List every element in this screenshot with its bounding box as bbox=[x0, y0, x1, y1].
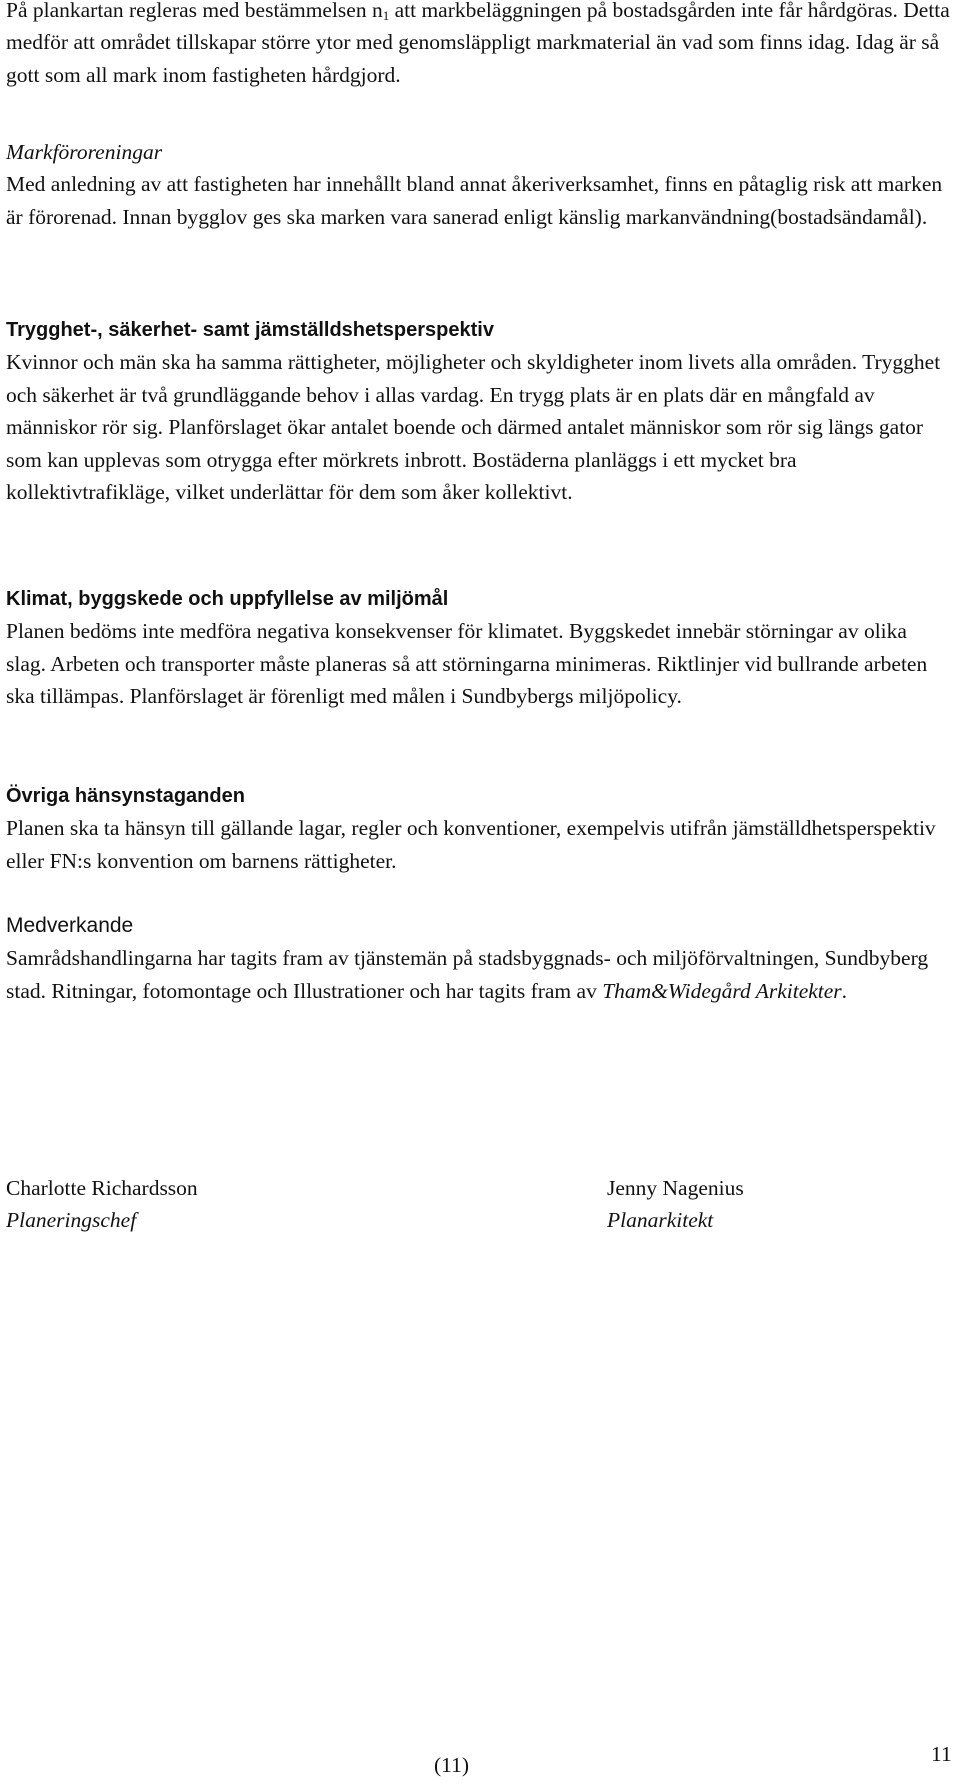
markfororeningar-body: Med anledning av att fastigheten har innehållt bland annat åkeriverksamhet, finns en påtaglig risk att marken är förorenad. Innan bygglov ges ska marken vara sanerad enligt känslig markanvändning(bostadsändamål). bbox=[6, 172, 943, 229]
intro-paragraph: På plankartan regleras med bestämmelsen $n_1$ att markbeläggningen på bostadsgården inte får hårdgöras. Detta medför att området tillskapar större ytor med genomsläppligt markmaterial än vad som finns idag. Idag är så gott som all mark inom fastigheten hårdgjord. bbox=[6, 0, 950, 87]
signature-role: Planeringschef bbox=[6, 1208, 137, 1233]
signature-name: Jenny Nagenius bbox=[607, 1176, 744, 1200]
klimat-section bbox=[6, 583, 951, 713]
ovriga-body: Planen ska ta hänsyn till gällande lagar, regler och konventioner, exempelvis utifrån jämställdhetsperspektiv eller FN:s konvention om barnens rättigheter. bbox=[6, 816, 936, 873]
klimat-body: Planen bedöms inte medföra negativa konsekvenser för klimatet. Byggskedet innebär störningar av olika slag. Arbeten och transporter måste planeras så att störningarna minimeras. Riktlinjer vid bullrande arbeten ska tillämpas. Planförslaget är förenligt med målen i Sundbybergs miljöpolicy. bbox=[6, 619, 928, 709]
medverkande-section bbox=[6, 910, 951, 1007]
page-number: 11 bbox=[931, 1742, 952, 1766]
medverkande-heading: Medverkande bbox=[6, 914, 134, 937]
signatures bbox=[6, 1172, 951, 1242]
medverkande-body: Samrådshandlingarna har tagits fram av tjänstemän på stadsbyggnads- och miljöförvaltningen, Sundbyberg stad. Ritningar, fotomontage och Illustrationer och har tagits fram av Tham&Widegård Arkitekter. bbox=[6, 946, 929, 1003]
signature-left bbox=[6, 1172, 198, 1237]
subscript: 1 bbox=[382, 8, 390, 23]
klimat-heading: Klimat, byggskede och uppfyllelse av miljömål bbox=[6, 588, 449, 610]
signature-role: Planarkitekt bbox=[607, 1208, 714, 1233]
page-count: (11) bbox=[434, 1753, 470, 1777]
trygghet-heading: Trygghet-, säkerhet- samt jämställdshetsperspektiv bbox=[6, 319, 494, 341]
ovriga-heading: Övriga hänsynstaganden bbox=[6, 785, 245, 807]
markfororeningar-heading: Markföroreningar bbox=[6, 140, 163, 164]
intro-section bbox=[6, 0, 951, 91]
signature-name: Charlotte Richardsson bbox=[6, 1176, 198, 1200]
markfororeningar-section bbox=[6, 136, 951, 233]
trygghet-body: Kvinnor och män ska ha samma rättigheter, möjligheter och skyldigheter inom livets alla områden. Trygghet och säkerhet är två grundläggande behov i allas vardag. En trygg plats är en plats där en mångfald av människor rör sig. Planförslaget ökar antalet boende och därmed antalet människor som rör sig längs gator som kan upplevas som otrygga efter mörkrets inbrott. Bostäderna planläggs i ett mycket bra kollektivtrafikläge, vilket underlättar för dem som åker kollektivt. bbox=[6, 350, 941, 505]
architect-name: Tham&Widegård Arkitekter bbox=[602, 978, 842, 1003]
trygghet-section bbox=[6, 314, 951, 508]
ovriga-section bbox=[6, 780, 951, 877]
signature-right bbox=[607, 1172, 744, 1237]
